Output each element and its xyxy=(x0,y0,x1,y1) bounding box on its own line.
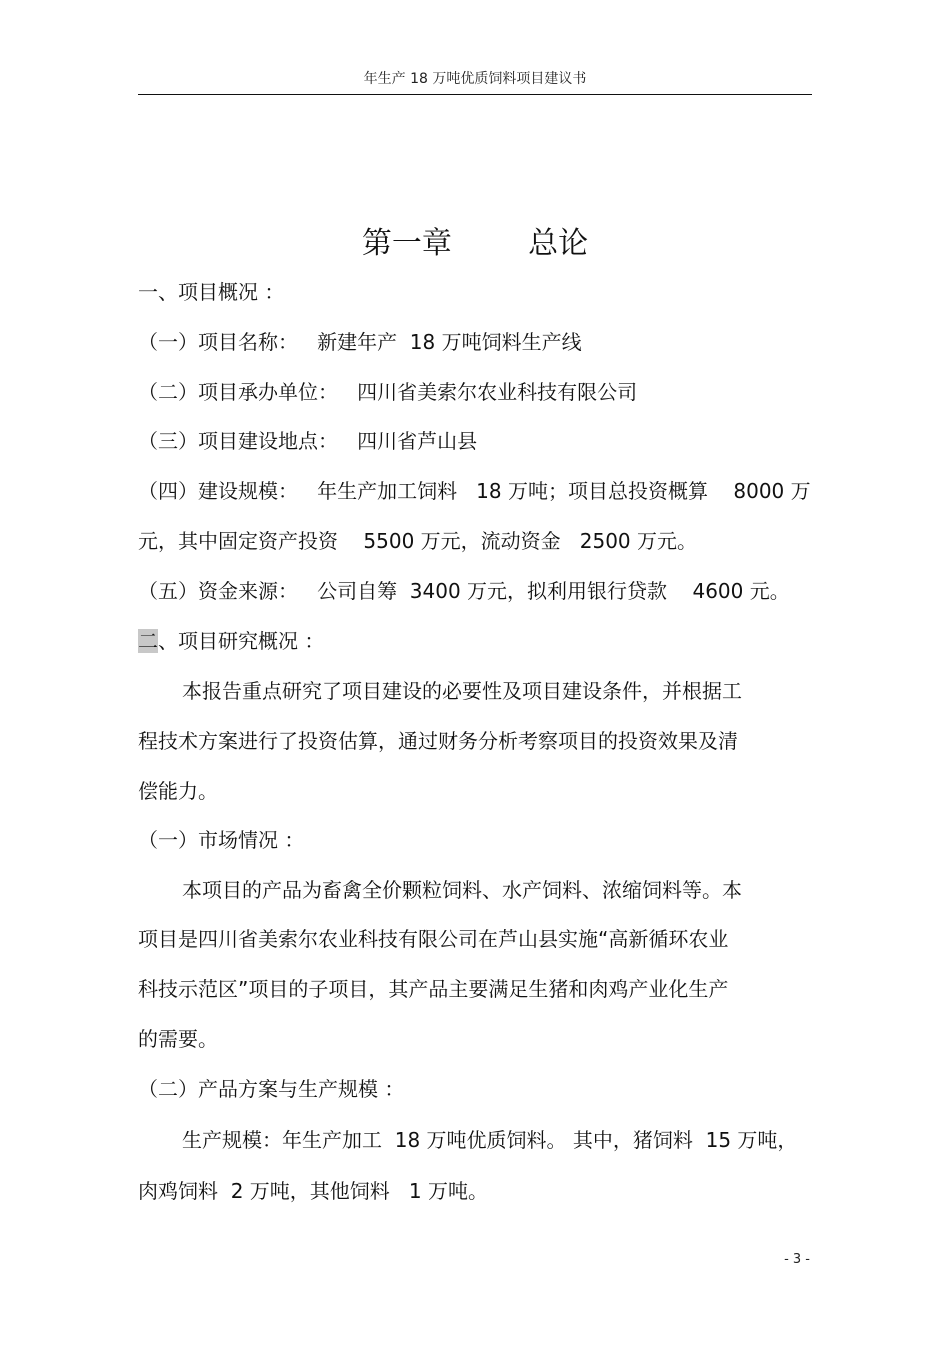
market-paragraph-line-4: 的需要。 xyxy=(138,1027,218,1051)
project-location-line: （三）项目建设地点： 四川省芦山县 xyxy=(138,429,478,453)
project-scale-line-1: （四）建设规模： 年生产加工饲料 18 万吨；项目总投资概算 8000 万 xyxy=(138,479,811,503)
market-paragraph-line-2: 项目是四川省美索尔农业科技有限公司在芦山县实施“高新循环农业 xyxy=(138,927,729,951)
production-scale-line-1: 生产规模：年生产加工 18 万吨优质饲料。 其中，猪饲料 15 万吨， xyxy=(182,1128,798,1152)
research-paragraph-line-1: 本报告重点研究了项目建设的必要性及项目建设条件，并根据工 xyxy=(182,679,742,703)
funding-source-line: （五）资金来源： 公司自筹 3400 万元，拟利用银行贷款 4600 元。 xyxy=(138,579,790,603)
section-heading-overview: 一、项目概况 ： xyxy=(138,280,285,304)
research-paragraph-line-3: 偿能力。 xyxy=(138,779,218,803)
section-heading-research xyxy=(138,625,324,654)
research-paragraph-line-2: 程技术方案进行了投资估算，通过财务分析考察项目的投资效果及清 xyxy=(138,729,738,753)
market-paragraph-line-1: 本项目的产品为畜禽全价颗粒饲料、水产饲料、浓缩饲料等。本 xyxy=(182,878,742,902)
highlighted-mark: 二 xyxy=(138,629,158,653)
market-heading: （一）市场情况 ： xyxy=(138,828,305,852)
page-number: - 3 - xyxy=(784,1252,810,1267)
production-scale-line-2: 肉鸡饲料 2 万吨，其他饲料 1 万吨。 xyxy=(138,1179,488,1203)
project-organizer-line: （二）项目承办单位： 四川省美索尔农业科技有限公司 xyxy=(138,380,638,404)
running-header: 年生产 18 万吨优质饲料项目建议书 xyxy=(363,71,587,87)
project-name-line: （一）项目名称： 新建年产 18 万吨饲料生产线 xyxy=(138,330,582,354)
market-paragraph-line-3: 科技示范区”项目的子项目，其产品主要满足生猪和肉鸡产业化生产 xyxy=(138,977,729,1001)
product-plan-heading: （二）产品方案与生产规模 ： xyxy=(138,1077,405,1101)
section-heading-research-text: 、项目研究概况 ： xyxy=(158,629,325,653)
project-scale-line-2: 元，其中固定资产投资 5500 万元，流动资金 2500 万元。 xyxy=(138,529,698,553)
header-divider xyxy=(138,94,812,95)
chapter-title: 第一章 总论 xyxy=(361,226,589,261)
